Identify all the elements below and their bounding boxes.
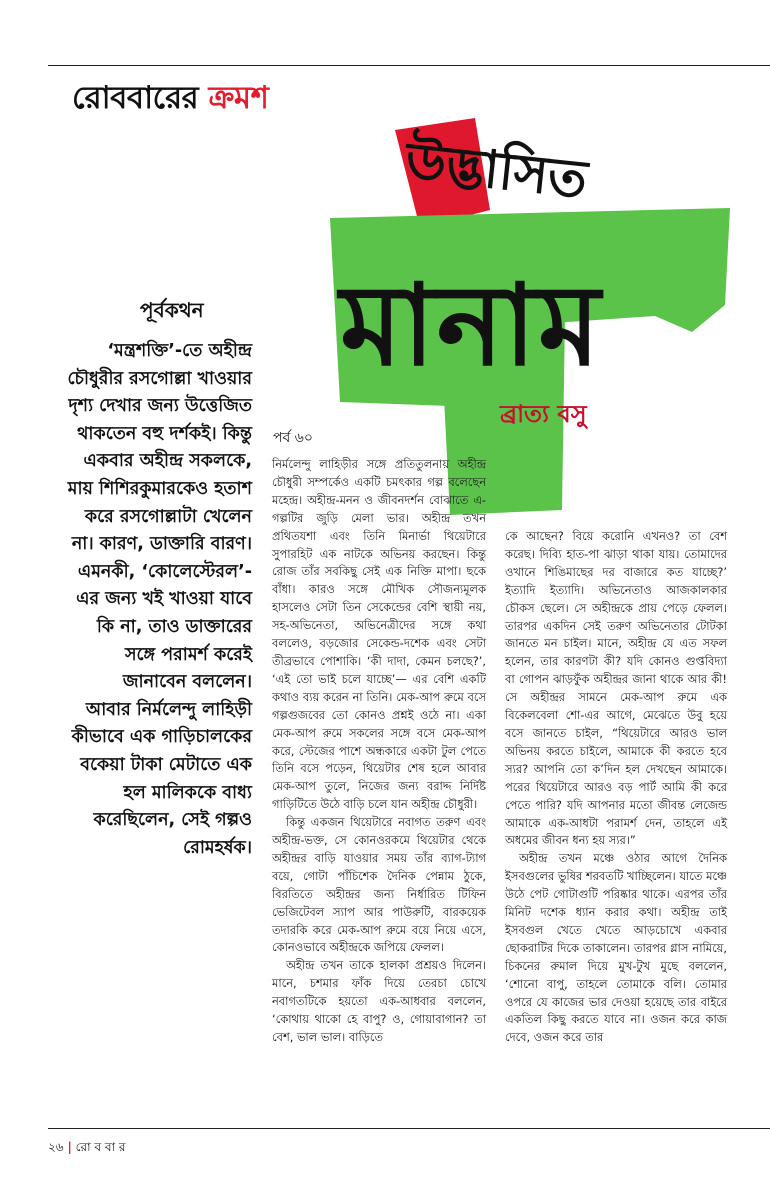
title-line-1: উদ্ভাসিত	[402, 131, 591, 211]
sidebar-paragraph: ‘মন্ত্রশক্তি’-তে অহীন্দ্র চৌধুরীর রসগোল্লা খাওয়ার দৃশ্য দেখার জন্য উত্তেজিত থাকতেন বহু দর্শকই। কিন্তু একবার অহীন্দ্র সকলকে, মায় শিশিরকুমারকেও হতাশ করে রসগোল্লাটা খেলেন না। কারণ, ডাক্তারি বারণ। এমনকী, ‘কোলেস্টেরল’-এর জন্য খই খাওয়া যাবে কি না, তাও ডাক্তারের সঙ্গে পরামর্শ করেই জানাবেন বললেন।	[67, 341, 252, 693]
author-byline: ব্রাত্য বসু	[500, 400, 587, 428]
top-rule	[48, 65, 770, 66]
sidebar-heading: পূর্বকথন	[140, 298, 204, 322]
article-column-1	[272, 456, 486, 1047]
section-header	[72, 74, 268, 126]
article-paragraph: অহীন্দ্র তখন মঞ্চে ওঠার আগে দৈনিক ইসবগুলের ভুষির শরবতটি খাচ্ছিলেন। যাতে মঞ্চে উঠে পেট গোটাগুটি পরিষ্কার থাকে। এরপর তাঁর মিনিট দশেক ধ্যান করার কথা। অহীন্দ্র তাই ইসবগুল খেতে খেতে আড়চোখে একবার ছোকরাটির দিকে তাকালেন। তারপর গ্লাস নামিয়ে, চিকনের রুমাল দিয়ে মুখ-টুখ মুছে বললেন, ‘শোনো বাপু, তাহলে তোমাকে বলি। তোমার ওপরে যে কাজের ভার দেওয়া হয়েছে তার বাইরে একতিল কিছু করতে যাবে না। ওজন করে কাজ দেবে, ওজন করে তার	[505, 851, 727, 1045]
article-paragraph: অহীন্দ্র তখন তাকে হালকা প্রশ্রয়ও দিলেন। মানে, চশমার ফাঁক দিয়ে তেরচা চোখে নবাগতটিকে হয়তো এক-আধবার বললেন, ‘কোথায় থাকো হে বাপু? ও, গোয়াবাগান? তা বেশ, ভাল ভাল। বাড়িতে	[272, 958, 486, 1044]
footer-separator: |	[67, 1140, 72, 1154]
section-title: রোববারের	[72, 80, 199, 116]
sidebar-paragraph: আবার নির্মলেন্দু লাহিড়ী কীভাবে এক গাড়িচালকের বকেয়া টাকা মেটাতে এক হল মালিককে বাধ্য করেছিলেন, সেই গল্পও রোমহর্ষক।	[71, 699, 252, 858]
bottom-rule	[48, 1128, 770, 1129]
page-number: ২৬	[48, 1140, 64, 1154]
title-line-2: মানাম	[340, 261, 603, 391]
article-paragraph: কে আছেন? বিয়ে করোনি এখনও? তা বেশ করেছ। দিব্যি হাত-পা ঝাড়া থাকা যায়। তোমাদের ওখানে শিঙিমাছের দর বাজারে কত যাচ্ছে?’ ইত্যাদি ইত্যাদি। অভিনেতাও আজকালকার চৌকস ছেলে। সে অহীন্দ্রকে প্রায় পেড়ে ফেলল। তারপর একদিন সেই তরুণ অভিনেতার টোটকা জানতে মন চাইল। মানে, অহীন্দ্র যে এত সফল হলেন, তার কারণটা কী? যদি কোনও গুপ্তবিদ্যা বা গোপন ঝাড়ফুঁক অহীন্দ্রর জানা থাকে আর কী! সে অহীন্দ্রর সামনে মেক-আপ রুমে এক বিকেলবেলা শো-এর আগে, মেঝেতে উবু হয়ে বসে জানতে চাইল, “থিয়েটারে আরও ভাল অভিনয় করতে চাইলে, আমাকে কী করতে হবে স্যর? আপনি তো ক’দিন হল দেখছেন আমাকে। পরের থিয়েটারে আরও বড় পার্ট আমি কী করে পেতে পারি? যদি আপনার মতো জীবন্ত লেজেন্ড আমাকে এক-আধটা পরামর্শ দেন, তাহলে এই অধমের জীবন ধন্য হয় স্যর।”	[505, 529, 727, 848]
episode-number: পর্ব ৬০	[273, 430, 313, 446]
section-accent: ক্রমশ	[208, 80, 269, 116]
article-paragraph: কিন্তু একজন থিয়েটারে নবাগত তরুণ এবং অহীন্দ্র-ভক্ত, সে কোনওরকমে থিয়েটার থেকে অহীন্দ্রর বাড়ি যাওয়ার সময় তাঁর ব্যাগ-ট্যাগ বয়ে, গোটা পাঁচিশেক দৈনিক পেন্নাম ঠুকে, বিরতিতে অহীন্দ্রর জন্য নির্ধারিত টিফিন ভেজিটেবল স্যাপ আর পাউরুটি, বারকয়েক তদারকি করে মেক-আপ রুমে বয়ে নিয়ে এসে, কোনওভাবে অহীন্দ্রকে জপিয়ে ফেলল।	[272, 815, 486, 955]
sidebar-summary	[62, 338, 252, 862]
article-paragraph: নির্মলেন্দু লাহিড়ীর সঙ্গে প্রতিতুলনায় অহীন্দ্র চৌধুরী সম্পর্কেও একটি চমৎকার গল্প বলেছেন মহেন্দ্র। অহীন্দ্র-মনন ও জীবনদর্শন বোঝাতে এ-গল্পটির জুড়ি মেলা ভার। অহীন্দ্র তখন প্রথিতযশা এবং তিনি মিনার্ভা থিয়েটারে সুপারহিট এক নাটকে অভিনয় করছেন। কিন্তু রোজ তাঁর সবকিছু সেই এক নিক্তি মাপা। ছকে বাঁধা। কারও সঙ্গে মৌখিক সৌজন্যমূলক হাসলেও সেটা তিন সেকেন্ডের বেশি স্থায়ী নয়, সহ-অভিনেতা, অভিনেত্রীদের সঙ্গে কথা বললেও, বড়জোর সেকেন্ড-দশেক এবং সেটা তীব্রভাবে পোশাকি। ‘কী দাদা, কেমন চলছে?’, ‘এই তো ভাই চলে যাচ্ছে’— এর বেশি একটি কথাও ব্যয় করেন না তিনি। মেক-আপ রুমে বসে গল্পগুজবের তো কোনও প্রশ্নই ওঠে না। একা মেক-আপ রুমে সকলের সঙ্গে বসে মেক-আপ করে, স্টেজের পাশে অন্ধকারে একটা টুল পেতে তিনি বসে পড়েন, থিয়েটার শেষ হলে আবার মেক-আপ তুলে, নিজের জন্য বরাদ্দ নির্দিষ্ট গাড়িটিতে উঠে বাড়ি চলে যান অহীন্দ্র চৌধুরী।	[272, 457, 486, 812]
publication-name: রো ব বা র	[75, 1140, 126, 1154]
page-footer	[48, 1139, 126, 1159]
article-column-2	[505, 528, 727, 1047]
